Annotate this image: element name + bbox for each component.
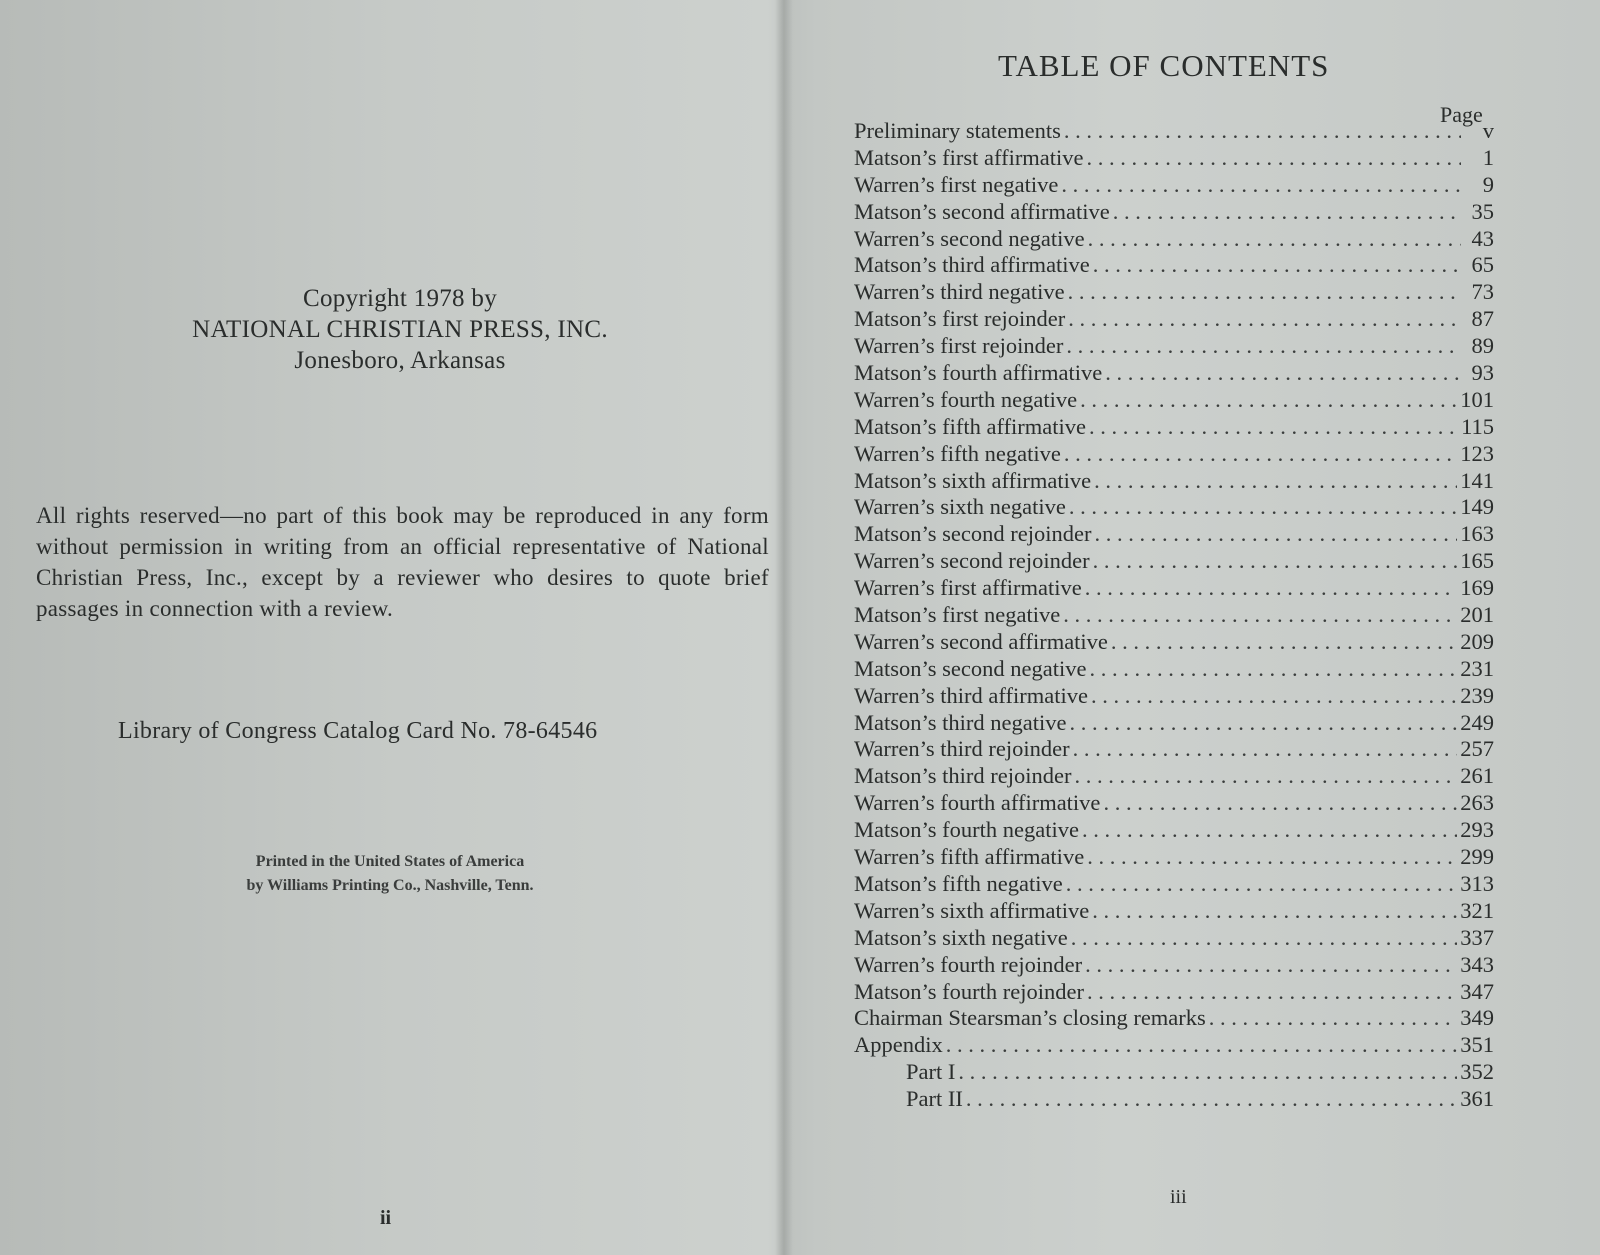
toc-entry-page: 249	[1460, 709, 1494, 735]
toc-entry-label: Warren’s third negative	[854, 279, 1065, 305]
dot-leader	[1064, 118, 1461, 145]
toc-entry-label: Warren’s second negative	[854, 225, 1085, 251]
toc-entry-label: Matson’s first affirmative	[854, 144, 1084, 170]
toc-entry[interactable]	[854, 548, 1494, 575]
toc-entry[interactable]	[854, 763, 1494, 790]
toc-entry[interactable]	[854, 279, 1494, 306]
dot-leader	[1080, 387, 1457, 414]
dot-leader	[1085, 575, 1458, 602]
page-number-right: iii	[1170, 1186, 1187, 1208]
dot-leader	[958, 1059, 1457, 1086]
toc-entry-page: 141	[1460, 467, 1494, 493]
dot-leader	[1113, 199, 1461, 226]
toc-entry[interactable]	[854, 145, 1494, 172]
toc-entry[interactable]	[854, 521, 1494, 548]
toc-entry[interactable]	[854, 306, 1494, 333]
toc-entry-label: Appendix	[854, 1032, 943, 1058]
dot-leader	[1071, 925, 1458, 952]
toc-entry-label: Warren’s third affirmative	[854, 682, 1088, 708]
dot-leader	[966, 1086, 1457, 1113]
dot-leader	[1068, 306, 1461, 333]
toc-entry[interactable]	[854, 790, 1494, 817]
toc-entry-page: 349	[1460, 1005, 1494, 1031]
dot-leader	[1087, 844, 1457, 871]
dot-leader	[1066, 333, 1461, 360]
dot-leader	[1093, 548, 1458, 575]
toc-entry-page: 149	[1460, 494, 1494, 520]
toc-entry[interactable]	[854, 736, 1494, 763]
toc-entry-label: Warren’s second rejoinder	[854, 548, 1090, 574]
dot-leader	[1074, 763, 1457, 790]
toc-entry-label: Warren’s fourth rejoinder	[854, 951, 1083, 977]
toc-entry-label: Matson’s third affirmative	[854, 252, 1090, 278]
right-page	[790, 0, 1600, 1255]
toc-entry-label: Warren’s third rejoinder	[854, 736, 1070, 762]
toc-entry-page: 293	[1460, 817, 1494, 843]
toc-entry-label: Warren’s fourth negative	[854, 386, 1078, 412]
printed-in-line: Printed in the United States of America	[255, 853, 525, 870]
toc-entry-page: 123	[1460, 440, 1494, 466]
toc-entry[interactable]	[854, 656, 1494, 683]
toc-entry[interactable]	[854, 710, 1494, 737]
toc-entry-label: Warren’s sixth affirmative	[854, 897, 1090, 923]
toc-entry-page: 239	[1460, 682, 1494, 708]
dot-leader	[1094, 468, 1457, 495]
toc-entry-page: 337	[1460, 924, 1494, 950]
dot-leader	[1087, 145, 1461, 172]
toc-entry[interactable]	[854, 494, 1494, 521]
toc-entry-page: 351	[1460, 1032, 1494, 1058]
toc-entry-label: Matson’s sixth affirmative	[854, 467, 1092, 493]
toc-entry[interactable]	[854, 952, 1494, 979]
toc-entry-page: 43	[1471, 225, 1494, 251]
toc-entry-page: 1	[1482, 144, 1494, 170]
toc-entry[interactable]	[854, 118, 1494, 145]
dot-leader	[1105, 360, 1461, 387]
toc-entry-label: Part II	[906, 1086, 963, 1112]
toc-entry-label: Matson’s first rejoinder	[854, 306, 1066, 332]
toc-entry-page: 261	[1460, 763, 1494, 789]
toc-entry-page: 101	[1460, 386, 1494, 412]
toc-entry-page: 361	[1460, 1086, 1494, 1112]
dot-leader	[1069, 494, 1457, 521]
dot-leader	[946, 1032, 1458, 1059]
dot-leader	[1111, 629, 1457, 656]
toc-entry[interactable]	[854, 898, 1494, 925]
toc-entry-label: Matson’s second affirmative	[854, 198, 1110, 224]
printer-info	[190, 850, 590, 898]
toc-entry-label: Warren’s sixth negative	[854, 494, 1066, 520]
toc-entry[interactable]	[854, 199, 1494, 226]
toc-entry-page: v	[1482, 118, 1494, 143]
toc-entry-label: Matson’s second negative	[854, 655, 1087, 681]
dot-leader	[1093, 252, 1461, 279]
toc-entry-label: Warren’s first rejoinder	[854, 333, 1064, 359]
copyright-block	[150, 283, 650, 376]
toc-entry-page: 343	[1460, 951, 1494, 977]
toc-entry[interactable]	[854, 441, 1494, 468]
toc-entry-label: Matson’s fifth negative	[854, 870, 1063, 896]
dot-leader	[1063, 602, 1457, 629]
dot-leader	[1094, 521, 1457, 548]
catalog-card-number: Library of Congress Catalog Card No. 78-64546	[118, 718, 598, 744]
dot-leader	[1069, 710, 1457, 737]
toc-entry[interactable]	[854, 844, 1494, 871]
printer-line: by Williams Printing Co., Nashville, Tenn.	[246, 877, 534, 894]
toc-entry-page: 163	[1460, 521, 1494, 547]
toc-entry[interactable]	[854, 226, 1494, 253]
toc-entry[interactable]	[854, 683, 1494, 710]
toc-entry[interactable]	[854, 172, 1494, 199]
copyright-line: Copyright 1978 by	[303, 285, 497, 312]
toc-entry-page: 201	[1460, 602, 1494, 628]
toc-entry[interactable]	[854, 629, 1494, 656]
dot-leader	[1209, 1005, 1457, 1032]
toc-entry-label: Preliminary statements	[854, 118, 1061, 143]
toc-entry-page: 321	[1460, 897, 1494, 923]
dot-leader	[1087, 979, 1457, 1006]
toc-entry[interactable]	[854, 333, 1494, 360]
toc-entry[interactable]	[854, 817, 1494, 844]
toc-entry-label: Part I	[906, 1059, 956, 1085]
toc-entry-label: Warren’s second affirmative	[854, 628, 1108, 654]
toc-entry[interactable]	[854, 252, 1494, 279]
toc-entry-label: Matson’s third rejoinder	[854, 763, 1072, 789]
dot-leader	[1064, 441, 1457, 468]
toc-entry-label: Matson’s third negative	[854, 709, 1067, 735]
page-column-header: Page	[1440, 102, 1483, 127]
toc-entry-page: 65	[1471, 252, 1494, 278]
dot-leader	[1103, 790, 1457, 817]
toc-entry[interactable]	[854, 602, 1494, 629]
left-page	[0, 0, 780, 1255]
publisher-name: NATIONAL CHRISTIAN PRESS, INC.	[192, 316, 608, 343]
toc-entry-page: 165	[1460, 548, 1494, 574]
toc-entry[interactable]	[854, 575, 1494, 602]
toc-entry-label: Warren’s fourth affirmative	[854, 790, 1101, 816]
page-number-left: ii	[380, 1207, 392, 1229]
dot-leader	[1091, 683, 1457, 710]
toc-entry-page: 89	[1471, 333, 1494, 359]
toc-entry[interactable]	[854, 1059, 1494, 1086]
toc-entry[interactable]	[854, 360, 1494, 387]
toc-entry-label: Warren’s fifth negative	[854, 440, 1061, 466]
toc-entry-page: 169	[1460, 575, 1494, 601]
dot-leader	[1085, 952, 1457, 979]
toc-entry-page: 115	[1461, 413, 1494, 439]
toc-entry-label: Warren’s first affirmative	[854, 575, 1082, 601]
toc-entry[interactable]	[854, 925, 1494, 952]
dot-leader	[1082, 817, 1457, 844]
toc-entry-label: Matson’s second rejoinder	[854, 521, 1092, 547]
toc-list	[854, 118, 1494, 1113]
toc-entry[interactable]	[854, 387, 1494, 414]
toc-entry-label: Matson’s first negative	[854, 602, 1061, 628]
toc-entry-page: 87	[1471, 306, 1494, 332]
toc-entry[interactable]	[854, 1005, 1494, 1032]
toc-entry-page: 209	[1460, 628, 1494, 654]
toc-entry-page: 73	[1471, 279, 1494, 305]
toc-entry-page: 352	[1460, 1059, 1494, 1085]
dot-leader	[1092, 898, 1457, 925]
rights-statement: All rights reserved—no part of this book may be reproduced in any form without permission in writing from an official representative of National Christian Press, Inc., except by a reviewer who desires to quote brief passages in connection with a review.	[36, 503, 769, 621]
toc-entry[interactable]	[854, 414, 1494, 441]
dot-leader	[1088, 226, 1461, 253]
dot-leader	[1061, 172, 1461, 199]
toc-entry-page: 299	[1460, 844, 1494, 870]
toc-entry[interactable]	[854, 468, 1494, 495]
toc-entry-label: Matson’s fifth affirmative	[854, 413, 1087, 439]
toc-entry-page: 313	[1460, 870, 1494, 896]
toc-entry-page: 9	[1482, 171, 1494, 197]
toc-entry-page: 231	[1460, 655, 1494, 681]
toc-entry[interactable]	[854, 1086, 1494, 1113]
dot-leader	[1073, 736, 1458, 763]
dot-leader	[1066, 871, 1458, 898]
toc-entry[interactable]	[854, 979, 1494, 1006]
dot-leader	[1089, 656, 1457, 683]
toc-entry[interactable]	[854, 1032, 1494, 1059]
toc-entry-label: Matson’s fourth affirmative	[854, 360, 1103, 386]
toc-title: TABLE OF CONTENTS	[998, 48, 1330, 83]
toc-entry-page: 263	[1460, 790, 1494, 816]
dot-leader	[1089, 414, 1458, 441]
toc-entry[interactable]	[854, 871, 1494, 898]
toc-entry-label: Matson’s fourth rejoinder	[854, 978, 1084, 1004]
toc-entry-label: Matson’s sixth negative	[854, 924, 1068, 950]
dot-leader	[1068, 279, 1461, 306]
toc-entry-label: Chairman Stearsman’s closing remarks	[854, 1005, 1206, 1031]
toc-entry-label: Warren’s fifth affirmative	[854, 844, 1085, 870]
toc-entry-page: 347	[1460, 978, 1494, 1004]
toc-entry-page: 257	[1460, 736, 1494, 762]
toc-entry-page: 35	[1471, 198, 1494, 224]
toc-entry-label: Matson’s fourth negative	[854, 817, 1079, 843]
toc-entry-label: Warren’s first negative	[854, 171, 1059, 197]
toc-entry-page: 93	[1471, 360, 1494, 386]
publisher-location: Jonesboro, Arkansas	[294, 347, 506, 374]
